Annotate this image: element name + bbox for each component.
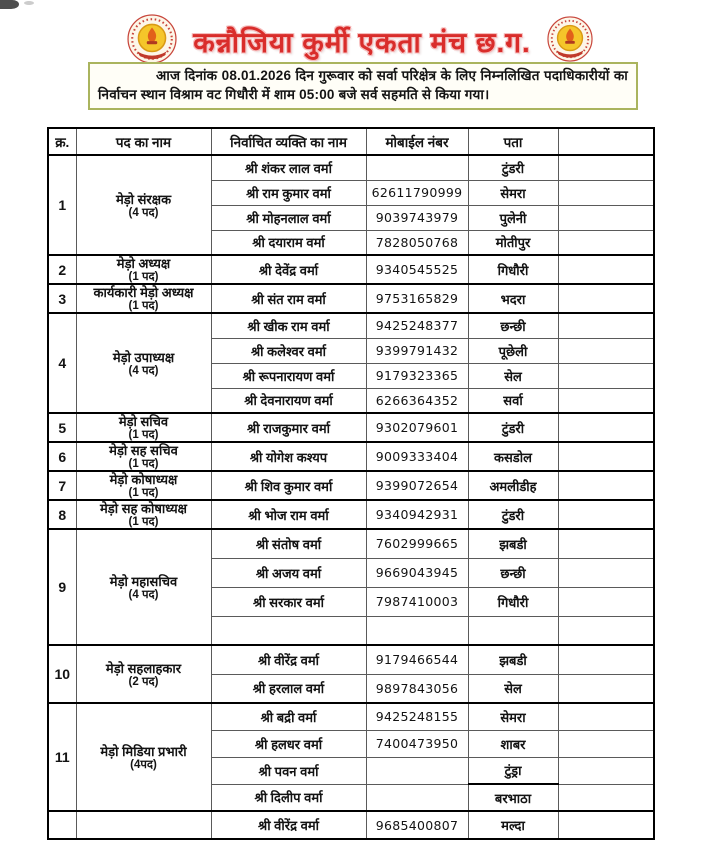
address-cell: गिधौरी bbox=[468, 587, 558, 616]
column-header-5 bbox=[558, 128, 654, 155]
post-title: मेड़ो सह सचिव bbox=[109, 443, 178, 458]
address-cell: झबडी bbox=[468, 529, 558, 558]
post-title: मेड़ो कोषाध्यक्ष bbox=[109, 472, 178, 487]
post-name-cell bbox=[76, 413, 211, 442]
table-row bbox=[48, 645, 654, 674]
column-header-3: मोबाईल नंबर bbox=[366, 128, 468, 155]
table-row bbox=[48, 284, 654, 313]
mobile-number-cell bbox=[366, 155, 468, 180]
post-seat-count: (1 पद) bbox=[128, 429, 159, 441]
mobile-number-cell: 9039743979 bbox=[366, 205, 468, 230]
remarks-empty-cell bbox=[558, 180, 654, 205]
address-cell: मल्दा bbox=[468, 811, 558, 839]
remarks-empty-cell bbox=[558, 811, 654, 839]
post-seat-count: (4 पद) bbox=[128, 588, 159, 601]
post-title: मेड़ो संरक्षक bbox=[115, 191, 172, 207]
mobile-number-cell: 9425248377 bbox=[366, 313, 468, 338]
address-cell: टुंडरी bbox=[468, 155, 558, 180]
member-name-cell: श्री कलेश्वर वर्मा bbox=[211, 338, 366, 363]
post-name-cell bbox=[76, 529, 211, 645]
notice-text: आज दिनांक 08.01.2026 दिन गुरूवार को सर्वा परिक्षेत्र के लिए निम्नलिखित पदाधिकारीयों का निर्वाचन स्थान विश्राम वट गिधौरी में शाम 05:00 बजे सर्व सहमति से किया गया। bbox=[98, 68, 628, 102]
mobile-number-cell bbox=[366, 784, 468, 811]
post-title: मेड़ो अध्यक्ष bbox=[116, 256, 171, 271]
table-header-row bbox=[48, 128, 654, 155]
address-cell: बरभाठा bbox=[468, 784, 558, 811]
address-cell: पूछेली bbox=[468, 338, 558, 363]
post-name-cell bbox=[76, 442, 211, 471]
scan-smudge bbox=[0, 0, 19, 9]
remarks-empty-cell bbox=[558, 558, 654, 587]
officials-table bbox=[47, 127, 655, 840]
mobile-number-cell: 7602999665 bbox=[366, 529, 468, 558]
serial-number-cell: 11 bbox=[48, 703, 76, 811]
address-cell: सर्वा bbox=[468, 388, 558, 413]
member-name-cell: श्री राजकुमार वर्मा bbox=[211, 413, 366, 442]
address-cell bbox=[468, 616, 558, 645]
post-seat-count: (2 पद) bbox=[128, 675, 159, 688]
table-row bbox=[48, 471, 654, 500]
notice-box bbox=[88, 62, 638, 110]
post-title: मेड़ो उपाध्यक्ष bbox=[112, 349, 175, 365]
page-title: कन्नौजिया कुर्मी एकता मंच छ.ग. bbox=[193, 26, 531, 58]
remarks-empty-cell bbox=[558, 529, 654, 558]
post-name-cell bbox=[76, 313, 211, 413]
post-seat-count: (4पद) bbox=[130, 758, 157, 771]
remarks-empty-cell bbox=[558, 784, 654, 811]
post-name-cell bbox=[76, 471, 211, 500]
post-seat-count: (1 पद) bbox=[128, 458, 159, 470]
address-cell: कसडोल bbox=[468, 442, 558, 471]
column-header-2: निर्वाचित व्यक्ति का नाम bbox=[211, 128, 366, 155]
member-name-cell: श्री हरलाल वर्मा bbox=[211, 674, 366, 703]
remarks-empty-cell bbox=[558, 730, 654, 757]
address-cell: टुंडरी bbox=[468, 413, 558, 442]
member-name-cell: श्री भोज राम वर्मा bbox=[211, 500, 366, 529]
address-cell: गिधौरी bbox=[468, 255, 558, 284]
member-name-cell: श्री रूपनारायण वर्मा bbox=[211, 363, 366, 388]
remarks-empty-cell bbox=[558, 313, 654, 338]
post-title: मेड़ो मिडिया प्रभारी bbox=[100, 743, 187, 759]
member-name-cell: श्री शिव कुमार वर्मा bbox=[211, 471, 366, 500]
member-name-cell: श्री संतोष वर्मा bbox=[211, 529, 366, 558]
mobile-number-cell: 9009333404 bbox=[366, 442, 468, 471]
address-cell: भदरा bbox=[468, 284, 558, 313]
address-cell: मोतीपुर bbox=[468, 230, 558, 255]
remarks-empty-cell bbox=[558, 757, 654, 784]
table-row bbox=[48, 703, 654, 730]
table-row bbox=[48, 255, 654, 284]
remarks-empty-cell bbox=[558, 230, 654, 255]
remarks-empty-cell bbox=[558, 616, 654, 645]
address-cell: अमलीडीह bbox=[468, 471, 558, 500]
officials-table-body bbox=[48, 155, 654, 839]
member-name-cell: श्री वीरेंद्र वर्मा bbox=[211, 811, 366, 839]
member-name-cell: श्री खीक राम वर्मा bbox=[211, 313, 366, 338]
organization-emblem-right-icon bbox=[547, 16, 593, 67]
mobile-number-cell: 9669043945 bbox=[366, 558, 468, 587]
column-header-1: पद का नाम bbox=[76, 128, 211, 155]
mobile-number-cell bbox=[366, 616, 468, 645]
remarks-empty-cell bbox=[558, 413, 654, 442]
table-row bbox=[48, 313, 654, 338]
table-row bbox=[48, 413, 654, 442]
post-name-cell bbox=[76, 284, 211, 313]
mobile-number-cell: 9179466544 bbox=[366, 645, 468, 674]
address-cell: सेमरा bbox=[468, 703, 558, 730]
post-title: मेड़ो महासचिव bbox=[109, 573, 178, 589]
mobile-number-cell: 6266364352 bbox=[366, 388, 468, 413]
post-seat-count: (1 पद) bbox=[128, 300, 159, 312]
table-row bbox=[48, 529, 654, 558]
post-title: मेड़ो सचिव bbox=[118, 414, 169, 429]
remarks-empty-cell bbox=[558, 587, 654, 616]
table-row bbox=[48, 442, 654, 471]
member-name-cell: श्री बद्री वर्मा bbox=[211, 703, 366, 730]
member-name-cell: श्री राम कुमार वर्मा bbox=[211, 180, 366, 205]
mobile-number-cell: 7828050768 bbox=[366, 230, 468, 255]
table-row bbox=[48, 500, 654, 529]
address-cell: सेल bbox=[468, 674, 558, 703]
mobile-number-cell: 9685400807 bbox=[366, 811, 468, 839]
post-name-cell bbox=[76, 703, 211, 811]
serial-number-cell: 6 bbox=[48, 442, 76, 471]
masthead bbox=[0, 14, 720, 69]
mobile-number-cell: 9179323365 bbox=[366, 363, 468, 388]
post-name-cell bbox=[76, 255, 211, 284]
mobile-number-cell: 9897843056 bbox=[366, 674, 468, 703]
post-name-cell bbox=[76, 645, 211, 703]
member-name-cell: श्री अजय वर्मा bbox=[211, 558, 366, 587]
serial-number-cell: 5 bbox=[48, 413, 76, 442]
post-title: कार्यकारी मेड़ो अध्यक्ष bbox=[93, 285, 194, 300]
member-name-cell: श्री योगेश कश्यप bbox=[211, 442, 366, 471]
serial-number-cell: 7 bbox=[48, 471, 76, 500]
post-name-cell bbox=[76, 500, 211, 529]
address-cell: सेल bbox=[468, 363, 558, 388]
address-cell: झबडी bbox=[468, 645, 558, 674]
post-seat-count: (1 पद) bbox=[128, 487, 159, 499]
column-header-0: क्र. bbox=[48, 128, 76, 155]
post-seat-count: (1 पद) bbox=[128, 516, 159, 528]
scan-smudge-small bbox=[24, 1, 34, 5]
mobile-number-cell: 9302079601 bbox=[366, 413, 468, 442]
table-row bbox=[48, 155, 654, 180]
member-name-cell: श्री हलधर वर्मा bbox=[211, 730, 366, 757]
member-name-cell: श्री संत राम वर्मा bbox=[211, 284, 366, 313]
serial-number-cell: 1 bbox=[48, 155, 76, 255]
member-name-cell: श्री देवेंद्र वर्मा bbox=[211, 255, 366, 284]
column-header-4: पता bbox=[468, 128, 558, 155]
post-title: मेड़ो सहलाहकार bbox=[105, 660, 182, 676]
post-name-cell bbox=[76, 811, 211, 839]
post-name-cell bbox=[76, 155, 211, 255]
serial-number-cell: 8 bbox=[48, 500, 76, 529]
address-cell: शाबर bbox=[468, 730, 558, 757]
member-name-cell: श्री सरकार वर्मा bbox=[211, 587, 366, 616]
remarks-empty-cell bbox=[558, 388, 654, 413]
member-name-cell: श्री दिलीप वर्मा bbox=[211, 784, 366, 811]
mobile-number-cell: 7400473950 bbox=[366, 730, 468, 757]
remarks-empty-cell bbox=[558, 442, 654, 471]
remarks-empty-cell bbox=[558, 471, 654, 500]
serial-number-cell bbox=[48, 811, 76, 839]
mobile-number-cell: 9399791432 bbox=[366, 338, 468, 363]
remarks-empty-cell bbox=[558, 674, 654, 703]
remarks-empty-cell bbox=[558, 645, 654, 674]
organization-emblem-left-icon bbox=[127, 14, 177, 69]
address-cell: सेमरा bbox=[468, 180, 558, 205]
post-seat-count: (1 पद) bbox=[128, 271, 159, 283]
member-name-cell: श्री शंकर लाल वर्मा bbox=[211, 155, 366, 180]
member-name-cell bbox=[211, 616, 366, 645]
member-name-cell: श्री मोहनलाल वर्मा bbox=[211, 205, 366, 230]
address-cell: टुंडरी bbox=[468, 500, 558, 529]
remarks-empty-cell bbox=[558, 500, 654, 529]
remarks-empty-cell bbox=[558, 205, 654, 230]
serial-number-cell: 10 bbox=[48, 645, 76, 703]
serial-number-cell: 4 bbox=[48, 313, 76, 413]
mobile-number-cell: 9340942931 bbox=[366, 500, 468, 529]
serial-number-cell: 9 bbox=[48, 529, 76, 645]
address-cell: छन्छी bbox=[468, 558, 558, 587]
mobile-number-cell: 9425248155 bbox=[366, 703, 468, 730]
mobile-number-cell: 9399072654 bbox=[366, 471, 468, 500]
address-cell: टुंड्रा bbox=[468, 757, 558, 784]
member-name-cell: श्री पवन वर्मा bbox=[211, 757, 366, 784]
serial-number-cell: 2 bbox=[48, 255, 76, 284]
post-title: मेड़ो सह कोषाध्यक्ष bbox=[100, 501, 187, 516]
mobile-number-cell: 9340545525 bbox=[366, 255, 468, 284]
mobile-number-cell: 7987410003 bbox=[366, 587, 468, 616]
member-name-cell: श्री दयाराम वर्मा bbox=[211, 230, 366, 255]
table-row bbox=[48, 811, 654, 839]
mobile-number-cell bbox=[366, 757, 468, 784]
mobile-number-cell: 62611790999 bbox=[366, 180, 468, 205]
post-seat-count: (4 पद) bbox=[128, 364, 159, 377]
remarks-empty-cell bbox=[558, 363, 654, 388]
mobile-number-cell: 9753165829 bbox=[366, 284, 468, 313]
remarks-empty-cell bbox=[558, 284, 654, 313]
remarks-empty-cell bbox=[558, 255, 654, 284]
remarks-empty-cell bbox=[558, 703, 654, 730]
address-cell: छन्छी bbox=[468, 313, 558, 338]
address-cell: पुलेनी bbox=[468, 205, 558, 230]
member-name-cell: श्री वीरेंद्र वर्मा bbox=[211, 645, 366, 674]
serial-number-cell: 3 bbox=[48, 284, 76, 313]
remarks-empty-cell bbox=[558, 155, 654, 180]
remarks-empty-cell bbox=[558, 338, 654, 363]
member-name-cell: श्री देवनारायण वर्मा bbox=[211, 388, 366, 413]
post-seat-count: (4 पद) bbox=[128, 206, 159, 219]
